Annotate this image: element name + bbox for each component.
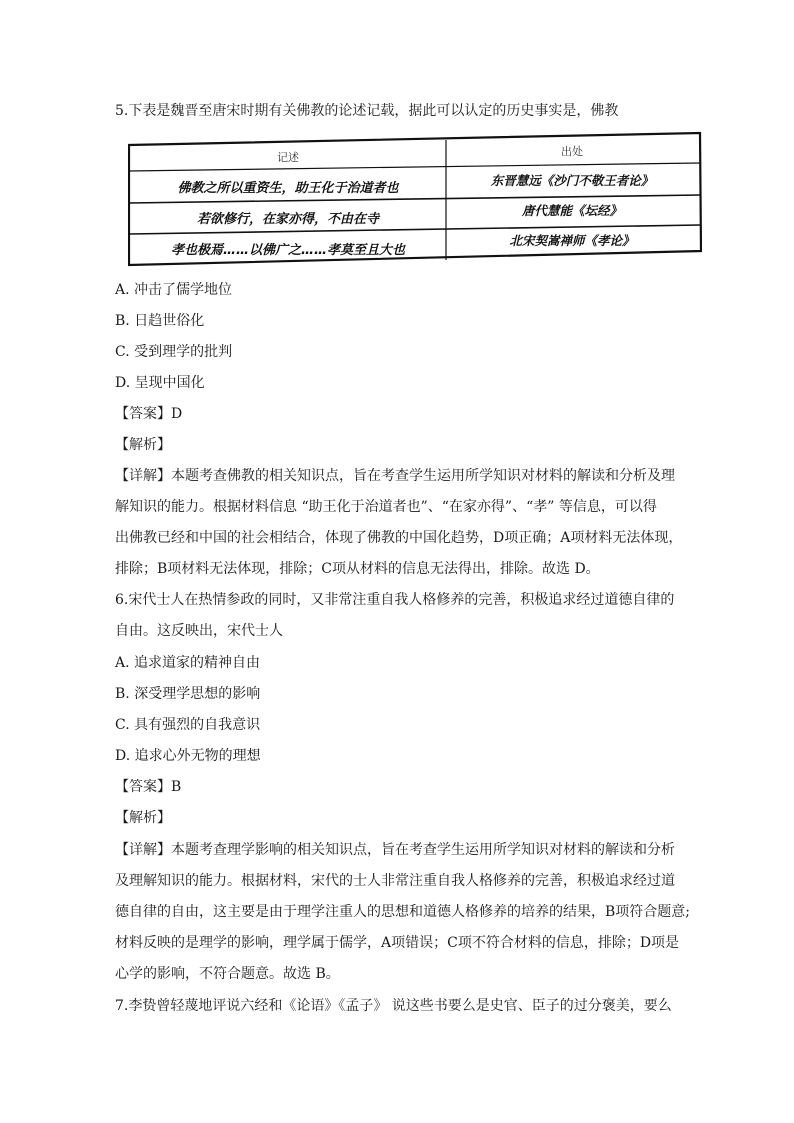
q5-option-a: A. 冲击了儒学地位 <box>115 282 233 298</box>
q6-stem-line-1: 6.宋代士人在热情参政的同时，又非常注重自我人格修养的完善，积极追求经过道德自律的 <box>115 592 675 608</box>
table-header-record: 记述 <box>277 151 299 164</box>
table-cell-source-2: 唐代慧能《坛经》 <box>521 203 623 218</box>
q5-detail-line-3: 出佛教已经和中国的社会相结合，体现了佛教的中国化趋势，D项正确；A项材料无法体现， <box>115 530 683 546</box>
q6-option-a: A. 追求道家的精神自由 <box>115 655 261 671</box>
q5-source-table <box>128 131 702 267</box>
q5-analysis-label: 【解析】 <box>115 437 171 453</box>
table-header-source: 出处 <box>561 145 583 158</box>
table-row-rule-1 <box>129 195 700 203</box>
q6-analysis-label: 【解析】 <box>115 810 171 826</box>
q7-stem: 7.李贽曾轻蔑地评说六经和《论语》《孟子》 说这些书要么是史官、臣子的过分褒美，要么 <box>115 998 672 1014</box>
q6-option-d: D. 追求心外无物的理想 <box>115 748 261 764</box>
q5-option-c: C. 受到理学的批判 <box>115 344 233 360</box>
table-cell-source-1: 东晋慧远《沙门不敬王者论》 <box>490 173 654 188</box>
q5-answer: 【答案】D <box>115 406 183 422</box>
q6-detail-line-2: 及理解知识的能力。根据材料，宋代的士人非常注重自我人格修养的完善，积极追求经过道 <box>115 873 675 889</box>
q6-detail-line-5: 心学的影响，不符合题意。故选 B。 <box>115 966 340 982</box>
q5-table-svg <box>128 131 702 267</box>
q6-option-c: C. 具有强烈的自我意识 <box>115 717 261 733</box>
table-cell-source-3: 北宋契嵩禅师《孝论》 <box>509 233 635 248</box>
q5-detail-line-1: 【详解】本题考查佛教的相关知识点，旨在考查学生运用所学知识对材料的解读和分析及理 <box>115 468 675 484</box>
q5-detail-line-2: 解知识的能力。根据材料信息 “助王化于治道者也”、“在家亦得”、“孝” 等信息，可以得 <box>115 499 657 515</box>
q6-answer: 【答案】B <box>115 779 182 795</box>
q5-option-d: D. 呈现中国化 <box>115 375 205 391</box>
table-cell-record-1: 佛教之所以重资生，助王化于治道者也 <box>177 181 399 196</box>
q6-detail-line-4: 材料反映的是理学的影响，理学属于儒学，A项错误；C项不符合材料的信息，排除；D项是 <box>115 935 680 951</box>
q6-stem-line-2: 自由。这反映出，宋代士人 <box>115 623 283 639</box>
q6-detail-line-1: 【详解】本题考查理学影响的相关知识点，旨在考查学生运用所学知识对材料的解读和分析 <box>115 842 675 858</box>
q5-stem: 5.下表是魏晋至唐宋时期有关佛教的论述记载，据此可以认定的历史事实是，佛教 <box>115 103 619 119</box>
q6-option-b: B. 深受理学思想的影响 <box>115 686 261 702</box>
q6-detail-line-3: 德自律的自由，这主要是由于理学注重人的思想和道德人格修养的培养的结果，B项符合题意; <box>115 904 691 920</box>
table-cell-record-2: 若欲修行，在家亦得，不由在寺 <box>196 212 380 227</box>
table-header-rule <box>129 163 700 171</box>
q5-option-b: B. 日趋世俗化 <box>115 313 205 329</box>
table-cell-record-3: 孝也极焉……以佛广之……孝莫至且大也 <box>170 243 406 258</box>
q5-detail-line-4: 排除；B项材料无法体现，排除；C项从材料的信息无法得出，排除。故选 D。 <box>115 561 600 577</box>
